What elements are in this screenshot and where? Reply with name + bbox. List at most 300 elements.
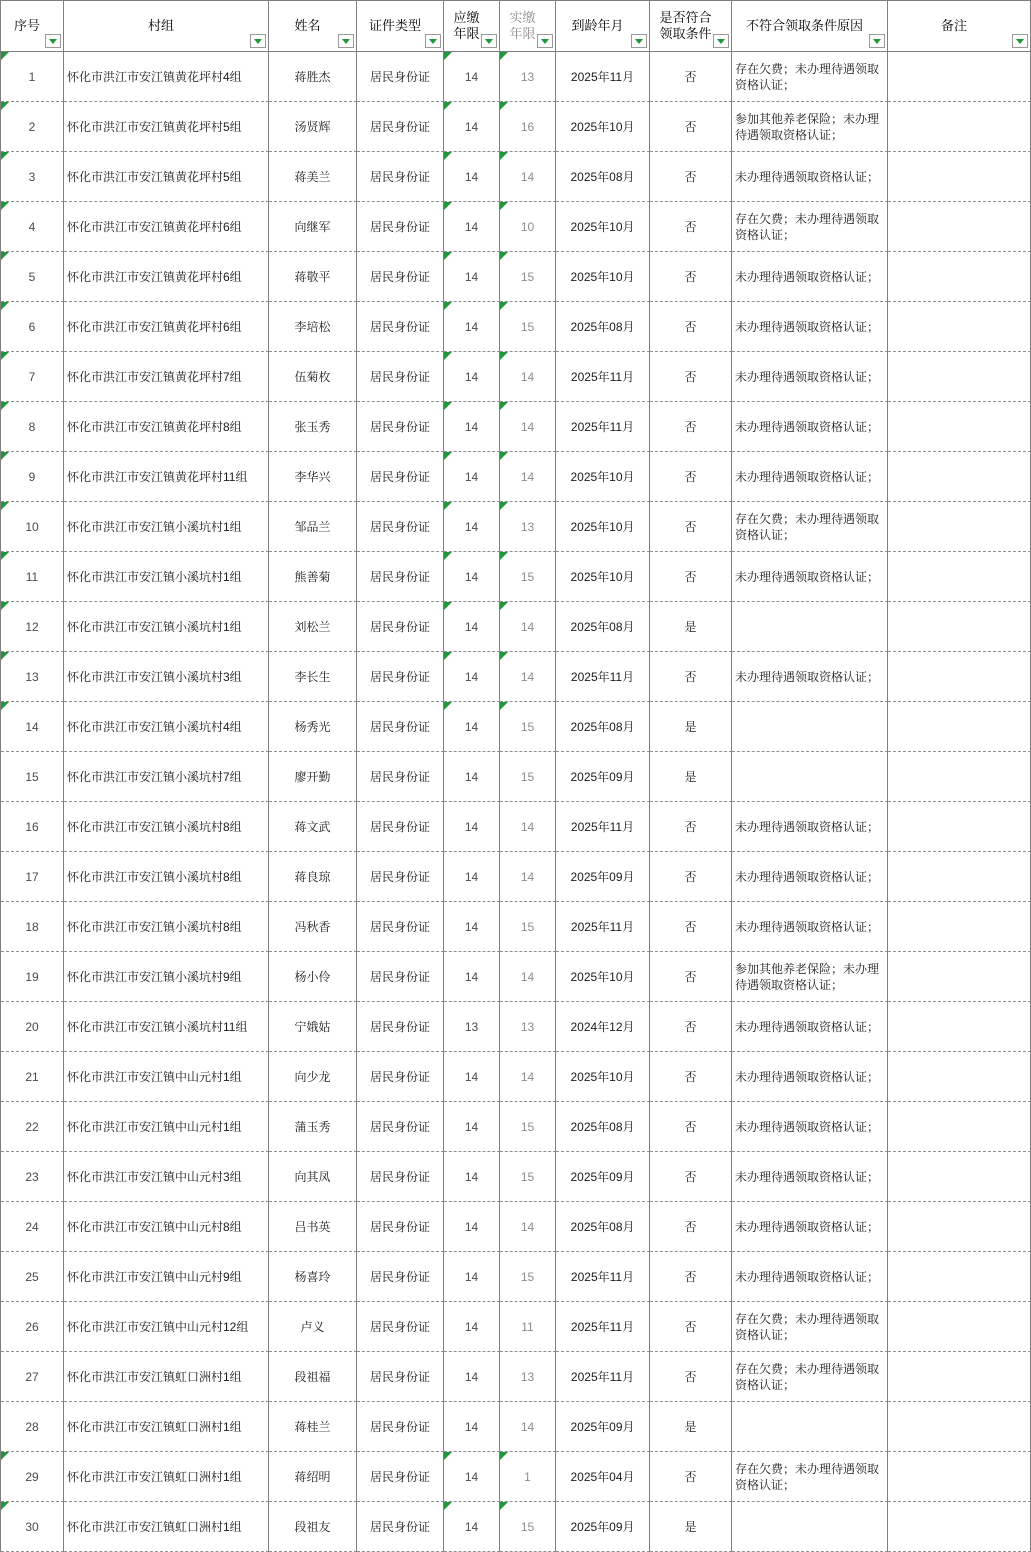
cell-index[interactable]: 19 [1, 952, 64, 1002]
cell-age_month[interactable]: 2024年12月 [556, 1002, 650, 1052]
cell-village[interactable]: 怀化市洪江市安江镇小溪坑村1组 [64, 502, 269, 552]
cell-years_paid[interactable]: 14 [500, 1202, 556, 1252]
cell-id_type[interactable]: 居民身份证 [357, 152, 444, 202]
cell-age_month[interactable]: 2025年10月 [556, 552, 650, 602]
cell-age_month[interactable]: 2025年11月 [556, 352, 650, 402]
cell-age_month[interactable]: 2025年11月 [556, 802, 650, 852]
cell-years_due[interactable]: 14 [444, 702, 500, 752]
cell-id_type[interactable]: 居民身份证 [357, 452, 444, 502]
cell-reason[interactable] [732, 1502, 888, 1552]
cell-age_month[interactable]: 2025年09月 [556, 1152, 650, 1202]
cell-remark[interactable] [888, 1252, 1031, 1302]
cell-age_month[interactable]: 2025年08月 [556, 702, 650, 752]
cell-years_due[interactable]: 14 [444, 552, 500, 602]
cell-years_due[interactable]: 14 [444, 202, 500, 252]
cell-id_type[interactable]: 居民身份证 [357, 1452, 444, 1502]
cell-index[interactable]: 22 [1, 1102, 64, 1152]
cell-years_paid[interactable]: 14 [500, 152, 556, 202]
cell-index[interactable]: 10 [1, 502, 64, 552]
cell-index[interactable]: 15 [1, 752, 64, 802]
cell-id_type[interactable]: 居民身份证 [357, 602, 444, 652]
cell-eligible[interactable]: 否 [650, 152, 732, 202]
cell-years_paid[interactable]: 13 [500, 52, 556, 102]
cell-remark[interactable] [888, 402, 1031, 452]
cell-reason[interactable]: 未办理待遇领取资格认证； [732, 552, 888, 602]
cell-id_type[interactable]: 居民身份证 [357, 902, 444, 952]
cell-reason[interactable]: 未办理待遇领取资格认证； [732, 302, 888, 352]
cell-id_type[interactable]: 居民身份证 [357, 752, 444, 802]
cell-name[interactable]: 廖开勤 [269, 752, 357, 802]
cell-index[interactable]: 14 [1, 702, 64, 752]
cell-name[interactable]: 伍菊枚 [269, 352, 357, 402]
cell-years_paid[interactable]: 15 [500, 1252, 556, 1302]
cell-village[interactable]: 怀化市洪江市安江镇虹口洲村1组 [64, 1352, 269, 1402]
cell-reason[interactable]: 未办理待遇领取资格认证； [732, 152, 888, 202]
cell-remark[interactable] [888, 852, 1031, 902]
cell-id_type[interactable]: 居民身份证 [357, 1502, 444, 1552]
cell-age_month[interactable]: 2025年11月 [556, 1252, 650, 1302]
cell-index[interactable]: 11 [1, 552, 64, 602]
cell-remark[interactable] [888, 1002, 1031, 1052]
cell-eligible[interactable]: 否 [650, 552, 732, 602]
cell-index[interactable]: 4 [1, 202, 64, 252]
cell-name[interactable]: 向少龙 [269, 1052, 357, 1102]
cell-reason[interactable]: 存在欠费；未办理待遇领取资格认证； [732, 1352, 888, 1402]
cell-remark[interactable] [888, 352, 1031, 402]
cell-index[interactable]: 5 [1, 252, 64, 302]
cell-village[interactable]: 怀化市洪江市安江镇黄花坪村7组 [64, 352, 269, 402]
cell-index[interactable]: 30 [1, 1502, 64, 1552]
cell-years_paid[interactable]: 15 [500, 702, 556, 752]
cell-index[interactable]: 26 [1, 1302, 64, 1352]
cell-eligible[interactable]: 否 [650, 1202, 732, 1252]
cell-id_type[interactable]: 居民身份证 [357, 302, 444, 352]
cell-id_type[interactable]: 居民身份证 [357, 1152, 444, 1202]
cell-id_type[interactable]: 居民身份证 [357, 1002, 444, 1052]
filter-button-name[interactable] [338, 34, 354, 48]
cell-remark[interactable] [888, 152, 1031, 202]
cell-age_month[interactable]: 2025年10月 [556, 102, 650, 152]
cell-id_type[interactable]: 居民身份证 [357, 1252, 444, 1302]
cell-years_paid[interactable]: 1 [500, 1452, 556, 1502]
cell-village[interactable]: 怀化市洪江市安江镇小溪坑村7组 [64, 752, 269, 802]
cell-index[interactable]: 28 [1, 1402, 64, 1452]
cell-name[interactable]: 段祖福 [269, 1352, 357, 1402]
filter-button-age_month[interactable] [631, 34, 647, 48]
cell-years_due[interactable]: 14 [444, 102, 500, 152]
cell-years_due[interactable]: 14 [444, 852, 500, 902]
cell-age_month[interactable]: 2025年11月 [556, 652, 650, 702]
cell-name[interactable]: 蒋美兰 [269, 152, 357, 202]
cell-name[interactable]: 杨喜玲 [269, 1252, 357, 1302]
cell-name[interactable]: 吕书英 [269, 1202, 357, 1252]
cell-years_paid[interactable]: 11 [500, 1302, 556, 1352]
cell-years_paid[interactable]: 14 [500, 1052, 556, 1102]
cell-age_month[interactable]: 2025年11月 [556, 52, 650, 102]
filter-button-index[interactable] [45, 34, 61, 48]
cell-reason[interactable]: 未办理待遇领取资格认证； [732, 252, 888, 302]
cell-village[interactable]: 怀化市洪江市安江镇小溪坑村3组 [64, 652, 269, 702]
cell-remark[interactable] [888, 502, 1031, 552]
cell-age_month[interactable]: 2025年09月 [556, 852, 650, 902]
cell-age_month[interactable]: 2025年08月 [556, 1102, 650, 1152]
cell-reason[interactable]: 未办理待遇领取资格认证； [732, 1102, 888, 1152]
cell-reason[interactable]: 未办理待遇领取资格认证； [732, 352, 888, 402]
cell-eligible[interactable]: 否 [650, 1152, 732, 1202]
cell-village[interactable]: 怀化市洪江市安江镇中山元村1组 [64, 1102, 269, 1152]
header-cell-years_due[interactable] [444, 1, 500, 52]
cell-years_paid[interactable]: 14 [500, 952, 556, 1002]
cell-index[interactable]: 23 [1, 1152, 64, 1202]
cell-reason[interactable]: 未办理待遇领取资格认证； [732, 1152, 888, 1202]
cell-name[interactable]: 段祖友 [269, 1502, 357, 1552]
cell-remark[interactable] [888, 902, 1031, 952]
cell-id_type[interactable]: 居民身份证 [357, 352, 444, 402]
cell-age_month[interactable]: 2025年11月 [556, 402, 650, 452]
cell-name[interactable]: 蒲玉秀 [269, 1102, 357, 1152]
cell-index[interactable]: 27 [1, 1352, 64, 1402]
header-cell-reason[interactable] [732, 1, 888, 52]
cell-village[interactable]: 怀化市洪江市安江镇虹口洲村1组 [64, 1452, 269, 1502]
cell-years_due[interactable]: 14 [444, 1452, 500, 1502]
cell-remark[interactable] [888, 1052, 1031, 1102]
cell-village[interactable]: 怀化市洪江市安江镇中山元村1组 [64, 1052, 269, 1102]
cell-reason[interactable]: 未办理待遇领取资格认证； [732, 852, 888, 902]
cell-eligible[interactable]: 否 [650, 1252, 732, 1302]
cell-index[interactable]: 29 [1, 1452, 64, 1502]
cell-reason[interactable]: 未办理待遇领取资格认证； [732, 452, 888, 502]
cell-remark[interactable] [888, 1102, 1031, 1152]
cell-index[interactable]: 18 [1, 902, 64, 952]
cell-id_type[interactable]: 居民身份证 [357, 252, 444, 302]
cell-name[interactable]: 汤贤辉 [269, 102, 357, 152]
cell-village[interactable]: 怀化市洪江市安江镇虹口洲村1组 [64, 1502, 269, 1552]
cell-eligible[interactable]: 是 [650, 752, 732, 802]
cell-id_type[interactable]: 居民身份证 [357, 852, 444, 902]
cell-years_paid[interactable]: 14 [500, 352, 556, 402]
cell-years_paid[interactable]: 14 [500, 602, 556, 652]
cell-name[interactable]: 蒋桂兰 [269, 1402, 357, 1452]
cell-name[interactable]: 向继军 [269, 202, 357, 252]
cell-remark[interactable] [888, 552, 1031, 602]
cell-id_type[interactable]: 居民身份证 [357, 702, 444, 752]
cell-eligible[interactable]: 否 [650, 952, 732, 1002]
cell-id_type[interactable]: 居民身份证 [357, 102, 444, 152]
cell-eligible[interactable]: 是 [650, 1502, 732, 1552]
cell-age_month[interactable]: 2025年11月 [556, 902, 650, 952]
cell-index[interactable]: 1 [1, 52, 64, 102]
cell-village[interactable]: 怀化市洪江市安江镇小溪坑村9组 [64, 952, 269, 1002]
cell-eligible[interactable]: 是 [650, 602, 732, 652]
cell-years_due[interactable]: 14 [444, 602, 500, 652]
cell-name[interactable]: 邹品兰 [269, 502, 357, 552]
filter-button-years_paid[interactable] [537, 34, 553, 48]
filter-button-id_type[interactable] [425, 34, 441, 48]
cell-name[interactable]: 李华兴 [269, 452, 357, 502]
cell-years_due[interactable]: 14 [444, 1302, 500, 1352]
filter-button-remark[interactable] [1012, 34, 1028, 48]
cell-years_due[interactable]: 14 [444, 352, 500, 402]
cell-name[interactable]: 李培松 [269, 302, 357, 352]
cell-eligible[interactable]: 否 [650, 352, 732, 402]
cell-name[interactable]: 卢义 [269, 1302, 357, 1352]
cell-reason[interactable]: 存在欠费；未办理待遇领取资格认证； [732, 1452, 888, 1502]
cell-name[interactable]: 宁娥姑 [269, 1002, 357, 1052]
cell-eligible[interactable]: 否 [650, 1302, 732, 1352]
cell-name[interactable]: 向其凤 [269, 1152, 357, 1202]
cell-years_paid[interactable]: 15 [500, 902, 556, 952]
cell-reason[interactable]: 未办理待遇领取资格认证； [732, 802, 888, 852]
cell-village[interactable]: 怀化市洪江市安江镇黄花坪村5组 [64, 152, 269, 202]
cell-eligible[interactable]: 否 [650, 802, 732, 852]
cell-eligible[interactable]: 否 [650, 1052, 732, 1102]
cell-eligible[interactable]: 否 [650, 852, 732, 902]
cell-remark[interactable] [888, 952, 1031, 1002]
cell-years_paid[interactable]: 14 [500, 452, 556, 502]
cell-remark[interactable] [888, 602, 1031, 652]
cell-years_due[interactable]: 14 [444, 1402, 500, 1452]
cell-years_due[interactable]: 14 [444, 502, 500, 552]
cell-remark[interactable] [888, 202, 1031, 252]
cell-index[interactable]: 25 [1, 1252, 64, 1302]
cell-years_due[interactable]: 14 [444, 52, 500, 102]
cell-remark[interactable] [888, 702, 1031, 752]
cell-years_due[interactable]: 14 [444, 1352, 500, 1402]
cell-eligible[interactable]: 否 [650, 302, 732, 352]
cell-eligible[interactable]: 否 [650, 202, 732, 252]
cell-years_paid[interactable]: 13 [500, 1352, 556, 1402]
cell-years_due[interactable]: 14 [444, 252, 500, 302]
cell-age_month[interactable]: 2025年08月 [556, 1202, 650, 1252]
cell-years_paid[interactable]: 14 [500, 652, 556, 702]
cell-years_due[interactable]: 14 [444, 652, 500, 702]
cell-years_due[interactable]: 14 [444, 1102, 500, 1152]
header-cell-id_type[interactable] [357, 1, 444, 52]
cell-id_type[interactable]: 居民身份证 [357, 1202, 444, 1252]
header-cell-eligible[interactable] [650, 1, 732, 52]
cell-years_paid[interactable]: 14 [500, 402, 556, 452]
cell-remark[interactable] [888, 1502, 1031, 1552]
cell-years_paid[interactable]: 10 [500, 202, 556, 252]
cell-reason[interactable]: 存在欠费；未办理待遇领取资格认证； [732, 1302, 888, 1352]
cell-village[interactable]: 怀化市洪江市安江镇小溪坑村8组 [64, 902, 269, 952]
cell-eligible[interactable]: 否 [650, 1452, 732, 1502]
cell-age_month[interactable]: 2025年09月 [556, 1402, 650, 1452]
cell-remark[interactable] [888, 102, 1031, 152]
cell-reason[interactable]: 未办理待遇领取资格认证； [732, 402, 888, 452]
cell-id_type[interactable]: 居民身份证 [357, 1352, 444, 1402]
cell-age_month[interactable]: 2025年10月 [556, 952, 650, 1002]
cell-age_month[interactable]: 2025年09月 [556, 752, 650, 802]
cell-eligible[interactable]: 否 [650, 252, 732, 302]
cell-age_month[interactable]: 2025年10月 [556, 1052, 650, 1102]
cell-name[interactable]: 蒋绍明 [269, 1452, 357, 1502]
cell-years_due[interactable]: 14 [444, 752, 500, 802]
cell-years_due[interactable]: 14 [444, 1502, 500, 1552]
cell-years_paid[interactable]: 15 [500, 1152, 556, 1202]
cell-age_month[interactable]: 2025年09月 [556, 1502, 650, 1552]
cell-years_paid[interactable]: 15 [500, 302, 556, 352]
cell-id_type[interactable]: 居民身份证 [357, 552, 444, 602]
cell-years_paid[interactable]: 16 [500, 102, 556, 152]
cell-index[interactable]: 2 [1, 102, 64, 152]
cell-eligible[interactable]: 是 [650, 702, 732, 752]
cell-age_month[interactable]: 2025年08月 [556, 602, 650, 652]
cell-eligible[interactable]: 否 [650, 502, 732, 552]
cell-id_type[interactable]: 居民身份证 [357, 802, 444, 852]
cell-id_type[interactable]: 居民身份证 [357, 502, 444, 552]
cell-remark[interactable] [888, 1302, 1031, 1352]
cell-years_paid[interactable]: 14 [500, 852, 556, 902]
header-cell-name[interactable] [269, 1, 357, 52]
cell-village[interactable]: 怀化市洪江市安江镇小溪坑村1组 [64, 552, 269, 602]
header-cell-age_month[interactable] [556, 1, 650, 52]
cell-name[interactable]: 杨秀光 [269, 702, 357, 752]
cell-age_month[interactable]: 2025年10月 [556, 502, 650, 552]
cell-index[interactable]: 7 [1, 352, 64, 402]
header-cell-remark[interactable] [888, 1, 1031, 52]
cell-years_paid[interactable]: 15 [500, 552, 556, 602]
cell-remark[interactable] [888, 302, 1031, 352]
cell-eligible[interactable]: 否 [650, 452, 732, 502]
cell-index[interactable]: 8 [1, 402, 64, 452]
cell-age_month[interactable]: 2025年08月 [556, 152, 650, 202]
header-cell-index[interactable] [1, 1, 64, 52]
cell-age_month[interactable]: 2025年10月 [556, 452, 650, 502]
cell-eligible[interactable]: 否 [650, 402, 732, 452]
cell-eligible[interactable]: 否 [650, 652, 732, 702]
header-cell-village[interactable] [64, 1, 269, 52]
cell-remark[interactable] [888, 1452, 1031, 1502]
cell-reason[interactable]: 参加其他养老保险；未办理待遇领取资格认证； [732, 952, 888, 1002]
cell-reason[interactable]: 未办理待遇领取资格认证； [732, 1202, 888, 1252]
cell-village[interactable]: 怀化市洪江市安江镇黄花坪村8组 [64, 402, 269, 452]
cell-village[interactable]: 怀化市洪江市安江镇中山元村9组 [64, 1252, 269, 1302]
cell-reason[interactable]: 未办理待遇领取资格认证； [732, 652, 888, 702]
cell-age_month[interactable]: 2025年11月 [556, 1302, 650, 1352]
cell-name[interactable]: 蒋胜杰 [269, 52, 357, 102]
cell-remark[interactable] [888, 752, 1031, 802]
cell-index[interactable]: 3 [1, 152, 64, 202]
cell-reason[interactable] [732, 602, 888, 652]
cell-years_paid[interactable]: 14 [500, 1402, 556, 1452]
cell-remark[interactable] [888, 1402, 1031, 1452]
cell-years_due[interactable]: 14 [444, 402, 500, 452]
cell-years_due[interactable]: 14 [444, 1152, 500, 1202]
cell-years_due[interactable]: 14 [444, 1252, 500, 1302]
cell-years_due[interactable]: 14 [444, 952, 500, 1002]
cell-village[interactable]: 怀化市洪江市安江镇中山元村12组 [64, 1302, 269, 1352]
cell-age_month[interactable]: 2025年08月 [556, 302, 650, 352]
cell-name[interactable]: 李长生 [269, 652, 357, 702]
cell-eligible[interactable]: 是 [650, 1402, 732, 1452]
cell-eligible[interactable]: 否 [650, 52, 732, 102]
cell-years_due[interactable]: 14 [444, 302, 500, 352]
cell-index[interactable]: 12 [1, 602, 64, 652]
cell-village[interactable]: 怀化市洪江市安江镇小溪坑村8组 [64, 802, 269, 852]
filter-button-years_due[interactable] [481, 34, 497, 48]
cell-name[interactable]: 蒋良琼 [269, 852, 357, 902]
cell-eligible[interactable]: 否 [650, 902, 732, 952]
filter-button-village[interactable] [250, 34, 266, 48]
cell-village[interactable]: 怀化市洪江市安江镇黄花坪村6组 [64, 202, 269, 252]
cell-remark[interactable] [888, 1352, 1031, 1402]
cell-remark[interactable] [888, 802, 1031, 852]
cell-reason[interactable]: 未办理待遇领取资格认证； [732, 1052, 888, 1102]
cell-village[interactable]: 怀化市洪江市安江镇黄花坪村6组 [64, 302, 269, 352]
cell-eligible[interactable]: 否 [650, 1102, 732, 1152]
cell-name[interactable]: 冯秋香 [269, 902, 357, 952]
cell-name[interactable]: 刘松兰 [269, 602, 357, 652]
cell-name[interactable]: 杨小伶 [269, 952, 357, 1002]
cell-age_month[interactable]: 2025年11月 [556, 1352, 650, 1402]
cell-years_due[interactable]: 14 [444, 1052, 500, 1102]
cell-years_due[interactable]: 14 [444, 902, 500, 952]
cell-id_type[interactable]: 居民身份证 [357, 1102, 444, 1152]
cell-remark[interactable] [888, 1152, 1031, 1202]
cell-reason[interactable]: 存在欠费；未办理待遇领取资格认证； [732, 202, 888, 252]
cell-eligible[interactable]: 否 [650, 102, 732, 152]
cell-years_due[interactable]: 13 [444, 1002, 500, 1052]
cell-village[interactable]: 怀化市洪江市安江镇黄花坪村4组 [64, 52, 269, 102]
filter-button-eligible[interactable] [713, 34, 729, 48]
cell-remark[interactable] [888, 1202, 1031, 1252]
cell-reason[interactable]: 存在欠费；未办理待遇领取资格认证； [732, 502, 888, 552]
cell-village[interactable]: 怀化市洪江市安江镇中山元村8组 [64, 1202, 269, 1252]
cell-village[interactable]: 怀化市洪江市安江镇黄花坪村11组 [64, 452, 269, 502]
cell-years_paid[interactable]: 13 [500, 1002, 556, 1052]
cell-years_paid[interactable]: 13 [500, 502, 556, 552]
cell-id_type[interactable]: 居民身份证 [357, 52, 444, 102]
cell-eligible[interactable]: 否 [650, 1352, 732, 1402]
cell-reason[interactable]: 未办理待遇领取资格认证； [732, 902, 888, 952]
cell-village[interactable]: 怀化市洪江市安江镇中山元村3组 [64, 1152, 269, 1202]
cell-remark[interactable] [888, 652, 1031, 702]
cell-village[interactable]: 怀化市洪江市安江镇黄花坪村5组 [64, 102, 269, 152]
cell-name[interactable]: 张玉秀 [269, 402, 357, 452]
cell-village[interactable]: 怀化市洪江市安江镇小溪坑村11组 [64, 1002, 269, 1052]
cell-id_type[interactable]: 居民身份证 [357, 402, 444, 452]
cell-years_due[interactable]: 14 [444, 802, 500, 852]
cell-reason[interactable] [732, 1402, 888, 1452]
cell-years_paid[interactable]: 15 [500, 1502, 556, 1552]
cell-village[interactable]: 怀化市洪江市安江镇小溪坑村4组 [64, 702, 269, 752]
cell-remark[interactable] [888, 252, 1031, 302]
cell-village[interactable]: 怀化市洪江市安江镇虹口洲村1组 [64, 1402, 269, 1452]
cell-remark[interactable] [888, 52, 1031, 102]
cell-id_type[interactable]: 居民身份证 [357, 1302, 444, 1352]
cell-index[interactable]: 9 [1, 452, 64, 502]
cell-years_paid[interactable]: 15 [500, 252, 556, 302]
cell-id_type[interactable]: 居民身份证 [357, 202, 444, 252]
cell-reason[interactable] [732, 702, 888, 752]
cell-years_due[interactable]: 14 [444, 452, 500, 502]
cell-name[interactable]: 蒋敬平 [269, 252, 357, 302]
cell-age_month[interactable]: 2025年04月 [556, 1452, 650, 1502]
cell-village[interactable]: 怀化市洪江市安江镇小溪坑村1组 [64, 602, 269, 652]
cell-years_due[interactable]: 14 [444, 152, 500, 202]
cell-eligible[interactable]: 否 [650, 1002, 732, 1052]
cell-index[interactable]: 13 [1, 652, 64, 702]
cell-index[interactable]: 24 [1, 1202, 64, 1252]
cell-village[interactable]: 怀化市洪江市安江镇小溪坑村8组 [64, 852, 269, 902]
cell-reason[interactable]: 未办理待遇领取资格认证； [732, 1002, 888, 1052]
filter-button-reason[interactable] [869, 34, 885, 48]
cell-name[interactable]: 熊善菊 [269, 552, 357, 602]
cell-reason[interactable] [732, 752, 888, 802]
cell-id_type[interactable]: 居民身份证 [357, 952, 444, 1002]
cell-reason[interactable]: 参加其他养老保险；未办理待遇领取资格认证； [732, 102, 888, 152]
